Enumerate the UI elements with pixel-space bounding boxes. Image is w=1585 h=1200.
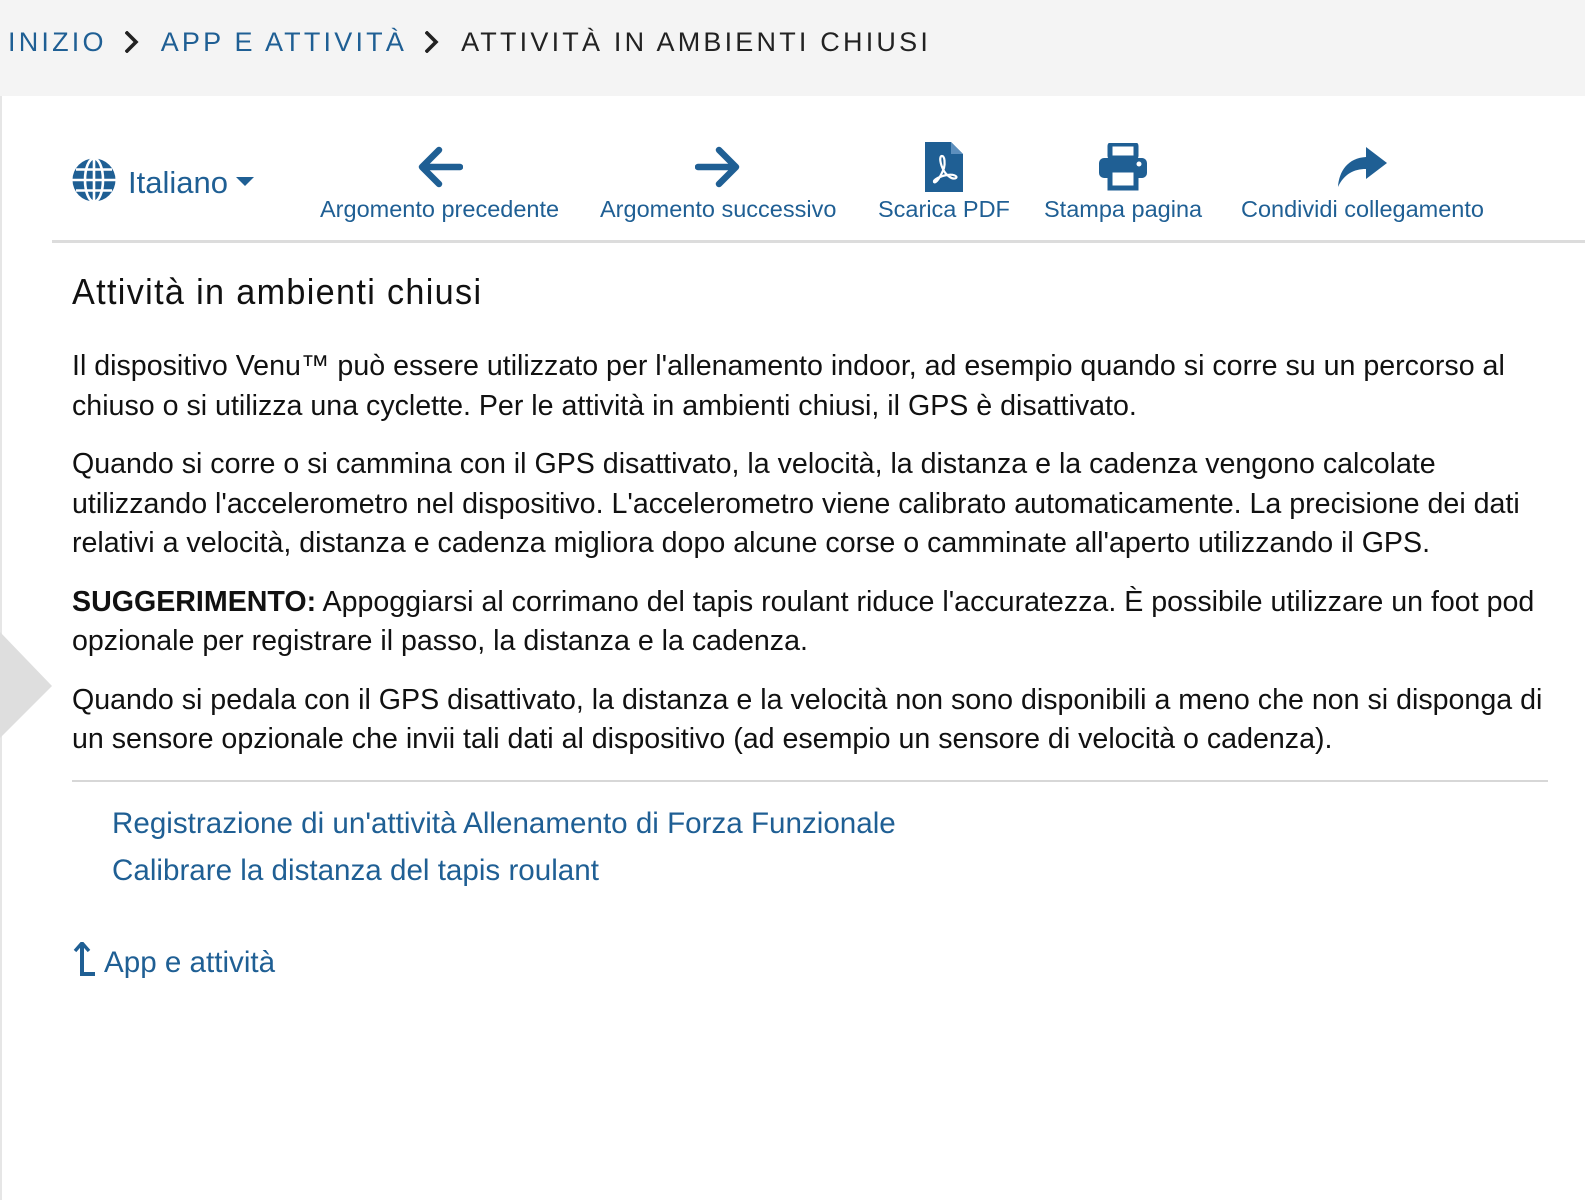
share-link-button[interactable] — [1241, 142, 1484, 223]
previous-topic-button[interactable] — [320, 142, 559, 223]
arrow-up-left-icon — [72, 942, 96, 983]
language-label: Italiano — [128, 164, 228, 200]
download-pdf-button[interactable] — [878, 142, 1010, 223]
breadcrumb-bar — [0, 0, 1585, 96]
paragraph-intro: Il dispositivo Venu™ può essere utilizzato per l'allenamento indoor, ad esempio quando si corre su un percorso al chiuso o si utilizza una cyclette. Per le attività in ambienti chiusi, il GPS è disattivato. — [72, 350, 1505, 422]
paragraph-cycling: Quando si pedala con il GPS disattivato, la distanza e la velocità non sono disponibili a meno che non si disponga di un sensore opzionale che invii tali dati al dispositivo (ad esempio un sensore di velocità o cadenza). — [72, 683, 1543, 755]
download-pdf-label: Scarica PDF — [878, 196, 1010, 222]
globe-icon — [70, 156, 118, 209]
share-arrow-icon — [1336, 142, 1388, 192]
share-link-label: Condividi collegamento — [1241, 196, 1484, 222]
previous-topic-label: Argomento precedente — [320, 196, 560, 222]
page-title: Attività in ambienti chiusi — [72, 271, 483, 312]
caret-down-icon — [236, 174, 254, 192]
breadcrumb-home-link[interactable]: INIZIO — [8, 26, 107, 57]
pdf-file-icon — [925, 142, 963, 192]
print-page-label: Stampa pagina — [1044, 196, 1203, 222]
article — [72, 266, 1562, 983]
print-page-button[interactable] — [1044, 142, 1202, 223]
chevron-right-icon — [425, 31, 439, 53]
toolbar — [0, 96, 1585, 242]
content-divider — [72, 780, 1548, 782]
related-topics — [72, 800, 1562, 894]
printer-icon — [1098, 142, 1148, 192]
breadcrumb-current: ATTIVITÀ IN AMBIENTI CHIUSI — [461, 26, 932, 57]
paragraph-accelerometer: Quando si corre o si cammina con il GPS disattivato, la velocità, la distanza e la cadenza vengono calcolate utilizzando l'accelerometro nel dispositivo. L'accelerometro viene calibrato automaticamente. La precisione dei dati relativi a velocità, distanza e cadenza migliora dopo alcune corse o camminate all'aperto utilizzando il GPS. — [72, 448, 1520, 559]
tip-label: SUGGERIMENTO: — [72, 585, 317, 618]
next-topic-label: Argomento successivo — [600, 196, 837, 222]
arrow-left-icon — [417, 142, 463, 192]
tip-text: Appoggiarsi al corrimano del tapis roulant riduce l'accuratezza. È possibile utilizzare un foot pod opzionale per registrare il passo, la distanza e la cadenza. — [72, 585, 1535, 657]
breadcrumb — [8, 26, 931, 58]
sidebar-toggle-arrow-icon[interactable] — [0, 632, 54, 745]
related-link-strength-training[interactable]: Registrazione di un'attività Allenamento di Forza Funzionale — [112, 806, 896, 840]
parent-topic-link[interactable] — [72, 942, 1562, 983]
toolbar-divider — [52, 240, 1585, 243]
next-topic-button[interactable] — [600, 142, 836, 223]
chevron-right-icon — [125, 31, 139, 53]
parent-topic-label: App e attività — [104, 945, 276, 979]
arrow-right-icon — [695, 142, 741, 192]
tip-paragraph — [72, 583, 1562, 662]
related-link-treadmill-calibration[interactable]: Calibrare la distanza del tapis roulant — [112, 853, 599, 887]
breadcrumb-section-link[interactable]: APP E ATTIVITÀ — [160, 26, 408, 57]
language-selector[interactable] — [70, 156, 254, 209]
